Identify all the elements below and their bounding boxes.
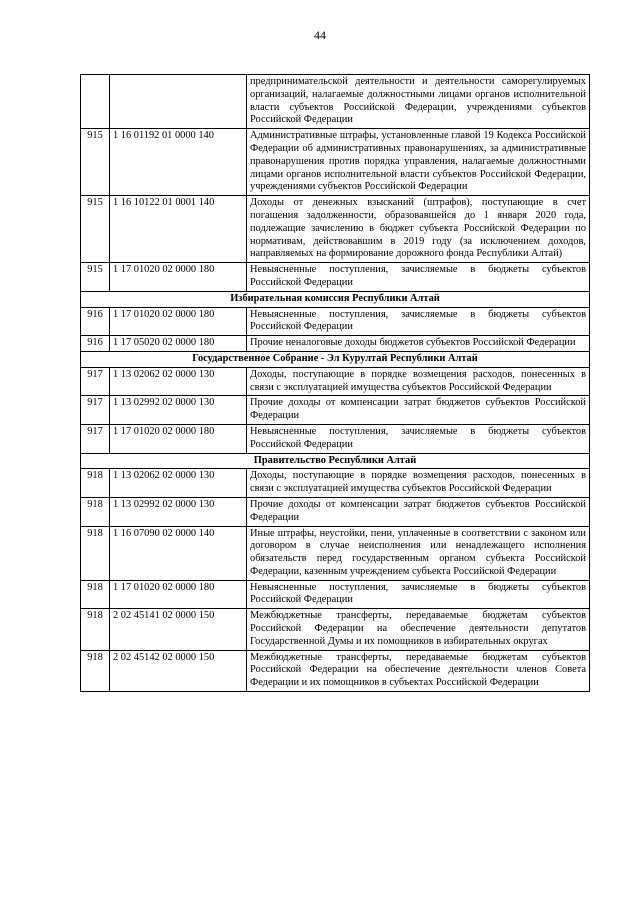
budget-classification-code-cell: 1 16 01192 01 0000 140 bbox=[110, 129, 247, 196]
table-row bbox=[81, 424, 590, 453]
budget-classification-code-cell: 1 16 07090 02 0000 140 bbox=[110, 526, 247, 580]
section-header-row bbox=[81, 453, 590, 469]
revenue-codes-table bbox=[80, 74, 590, 692]
table-row bbox=[81, 75, 590, 129]
table-row bbox=[81, 580, 590, 609]
budget-classification-code-cell: 1 17 01020 02 0000 180 bbox=[110, 424, 247, 453]
section-title: Избирательная комиссия Республики Алтай bbox=[81, 291, 590, 307]
table-row bbox=[81, 367, 590, 396]
revenue-name-cell: Невыясненные поступления, зачисляемые в бюджеты субъектов Российской Федерации bbox=[247, 424, 590, 453]
budget-classification-code-cell: 1 13 02062 02 0000 130 bbox=[110, 367, 247, 396]
budget-classification-code-cell: 2 02 45141 02 0000 150 bbox=[110, 609, 247, 650]
page-number: 44 bbox=[314, 28, 326, 42]
admin-code-cell: 918 bbox=[81, 580, 110, 609]
section-header-row bbox=[81, 351, 590, 367]
budget-classification-code-cell: 1 17 01020 02 0000 180 bbox=[110, 263, 247, 292]
budget-classification-code-cell: 1 16 10122 01 0001 140 bbox=[110, 196, 247, 263]
admin-code-cell: 915 bbox=[81, 129, 110, 196]
admin-code-cell: 918 bbox=[81, 497, 110, 526]
admin-code-cell: 916 bbox=[81, 307, 110, 336]
admin-code-cell: 915 bbox=[81, 263, 110, 292]
budget-classification-code-cell: 1 13 02992 02 0000 130 bbox=[110, 497, 247, 526]
table-row bbox=[81, 129, 590, 196]
section-title: Правительство Республики Алтай bbox=[81, 453, 590, 469]
admin-code-cell: 918 bbox=[81, 650, 110, 691]
revenue-name-cell: Прочие неналоговые доходы бюджетов субъектов Российской Федерации bbox=[247, 336, 590, 352]
budget-classification-code-cell: 1 17 01020 02 0000 180 bbox=[110, 307, 247, 336]
table-row bbox=[81, 263, 590, 292]
revenue-name-cell: Межбюджетные трансферты, передаваемые бюджетам субъектов Российской Федерации на обеспечение деятельности членов Совета Федерации и их помощников в субъектах Российской Федерации bbox=[247, 650, 590, 691]
budget-classification-code-cell bbox=[110, 75, 247, 129]
section-header-row bbox=[81, 291, 590, 307]
table-body bbox=[81, 75, 590, 692]
table-row bbox=[81, 497, 590, 526]
admin-code-cell: 917 bbox=[81, 367, 110, 396]
table-row bbox=[81, 469, 590, 498]
table-row bbox=[81, 307, 590, 336]
admin-code-cell: 917 bbox=[81, 396, 110, 425]
table-row bbox=[81, 336, 590, 352]
revenue-name-cell: Прочие доходы от компенсации затрат бюджетов субъектов Российской Федерации bbox=[247, 497, 590, 526]
revenue-name-cell: предпринимательской деятельности и деятельности саморегулируемых организаций, налагаемые должностными лицами органов исполнительной власти субъектов Российской Федерации, учреждениями субъектов Российской Федерации bbox=[247, 75, 590, 129]
revenue-name-cell: Административные штрафы, установленные главой 19 Кодекса Российской Федерации об административных правонарушениях, за административные правонарушения против порядка управления, налагаемые должностными лицами органов исполнительной власти субъектов Российской Федерации, учреждениями субъектов Российской Федерации bbox=[247, 129, 590, 196]
admin-code-cell: 918 bbox=[81, 609, 110, 650]
table-row bbox=[81, 196, 590, 263]
budget-classification-code-cell: 2 02 45142 02 0000 150 bbox=[110, 650, 247, 691]
budget-classification-code-cell: 1 13 02062 02 0000 130 bbox=[110, 469, 247, 498]
revenue-name-cell: Прочие доходы от компенсации затрат бюджетов субъектов Российской Федерации bbox=[247, 396, 590, 425]
budget-classification-code-cell: 1 17 01020 02 0000 180 bbox=[110, 580, 247, 609]
revenue-name-cell: Невыясненные поступления, зачисляемые в бюджеты субъектов Российской Федерации bbox=[247, 580, 590, 609]
revenue-name-cell: Доходы от денежных взысканий (штрафов), поступающие в счет погашения задолженности, образовавшейся до 1 января 2020 года, подлежащие зачислению в бюджет субъекта Российской Федерации по нормативам, действовавшим в 2019 году (за исключением доходов, направляемых на формирование дорожного фонда Республики Алтай) bbox=[247, 196, 590, 263]
table-row bbox=[81, 396, 590, 425]
admin-code-cell bbox=[81, 75, 110, 129]
admin-code-cell: 916 bbox=[81, 336, 110, 352]
admin-code-cell: 915 bbox=[81, 196, 110, 263]
revenue-name-cell: Доходы, поступающие в порядке возмещения расходов, понесенных в связи с эксплуатацией имущества субъектов Российской Федерации bbox=[247, 469, 590, 498]
table-row bbox=[81, 650, 590, 691]
admin-code-cell: 917 bbox=[81, 424, 110, 453]
revenue-name-cell: Иные штрафы, неустойки, пени, уплаченные в соответствии с законом или договором в случае неисполнения или ненадлежащего исполнения обязательств перед государственным органом субъекта Российской Федерации, казенным учреждением субъекта Российской Федерации bbox=[247, 526, 590, 580]
admin-code-cell: 918 bbox=[81, 526, 110, 580]
revenue-name-cell: Невыясненные поступления, зачисляемые в бюджеты субъектов Российской Федерации bbox=[247, 263, 590, 292]
table-row bbox=[81, 526, 590, 580]
budget-classification-code-cell: 1 13 02992 02 0000 130 bbox=[110, 396, 247, 425]
section-title: Государственное Собрание - Эл Курултай Республики Алтай bbox=[81, 351, 590, 367]
revenue-name-cell: Невыясненные поступления, зачисляемые в бюджеты субъектов Российской Федерации bbox=[247, 307, 590, 336]
revenue-name-cell: Доходы, поступающие в порядке возмещения расходов, понесенных в связи с эксплуатацией имущества субъектов Российской Федерации bbox=[247, 367, 590, 396]
revenue-name-cell: Межбюджетные трансферты, передаваемые бюджетам субъектов Российской Федерации на обеспечение деятельности депутатов Государственной Думы и их помощников в избирательных округах bbox=[247, 609, 590, 650]
budget-classification-code-cell: 1 17 05020 02 0000 180 bbox=[110, 336, 247, 352]
admin-code-cell: 918 bbox=[81, 469, 110, 498]
table-row bbox=[81, 609, 590, 650]
